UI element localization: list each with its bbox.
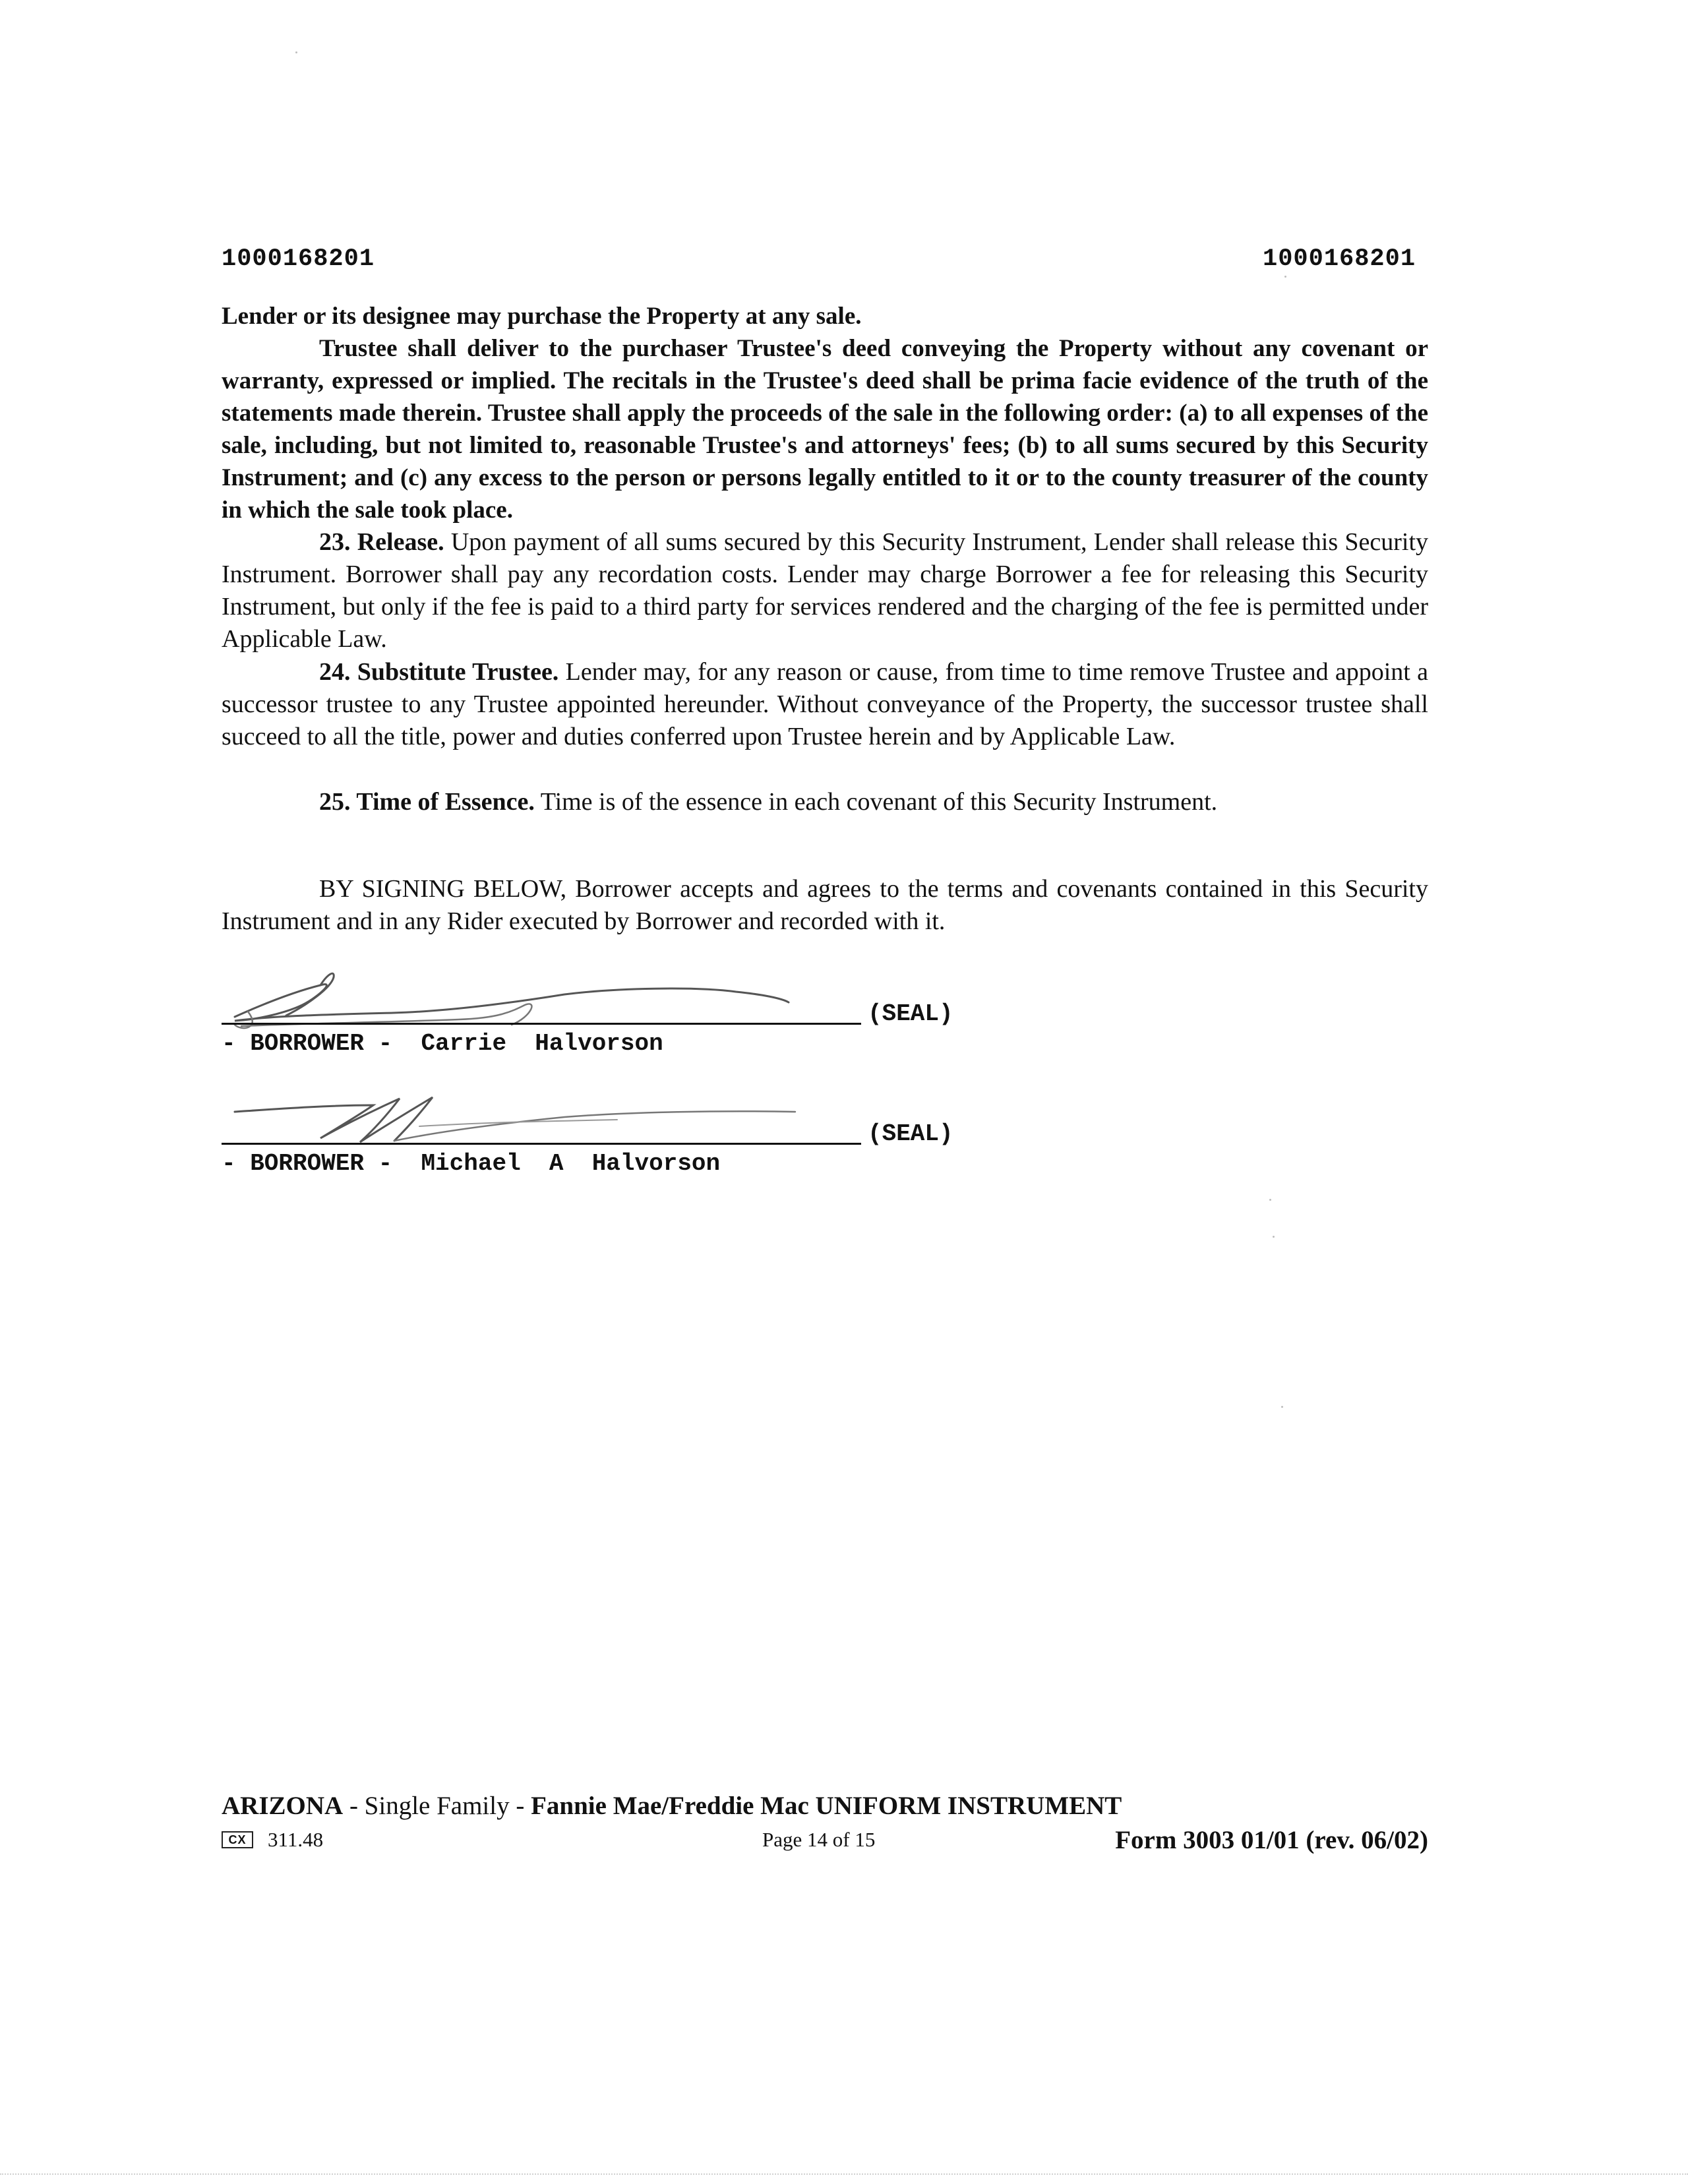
substitute-text: Lender may, for any reason or cause, from time to time remove Trustee and appoint a successor trustee to any Trustee appointed hereunder. Without conveyance of the Property, the successor trustee shall succeed to all the title, power and duties conferred upon Trustee herein and by Applicable Law. (222, 658, 1428, 750)
page-number: Page 14 of 15 (762, 1828, 876, 1851)
scan-speck (1281, 1406, 1283, 1408)
borrower-caption-michael: - BORROWER - Michael A Halvorson (222, 1150, 721, 1177)
seal-label: (SEAL) (868, 1120, 953, 1147)
release-heading: 23. Release. (319, 528, 444, 556)
signature-line (222, 1023, 861, 1025)
footer-family-type: - Single Family - (343, 1792, 531, 1820)
loan-number-right: 1000168201 (1263, 245, 1416, 273)
trustee-deed-paragraph: Trustee shall deliver to the purchaser Trustee's deed conveying the Property without any covenant or warranty, expressed or implied. The recitals in the Trustee's deed shall be prima facie evidence of the truth of the statements made therein. Trustee shall apply the proceeds of the sale in the following order: (a) to all expenses of the sale, including, but not limited to, reasonable Trustee's and attorneys' fees; (b) to all sums secured by this Security Instrument; and (c) any excess to the person or persons legally entitled to it or to the county treasurer of the county in which the sale took place. (222, 335, 1428, 524)
essence-text: Time is of the essence in each covenant of this Security Instrument. (540, 788, 1218, 816)
form-number: Form 3003 01/01 (rev. 06/02) (1115, 1826, 1428, 1854)
footer-state: ARIZONA (222, 1792, 344, 1820)
essence-heading: 25. Time of Essence. (319, 788, 535, 816)
release-paragraph (222, 526, 1428, 655)
signature-block-carrie (222, 972, 960, 1025)
loan-number-left: 1000168201 (222, 245, 375, 273)
footer-code-group (222, 1828, 323, 1852)
substitute-heading: 24. Substitute Trustee. (319, 658, 559, 686)
signature-block-michael (222, 1092, 960, 1145)
scan-speck (1269, 1199, 1271, 1201)
release-text: Upon payment of all sums secured by this Security Instrument, Lender shall release this Security Instrument. Borrower shall pay any recordation costs. Lender may charge Borrower a fee for releasing this Security Instrument, but only if the fee is paid to a third party for services rendered and the charging of the fee is permitted under Applicable Law. (222, 528, 1428, 653)
footer-row (222, 1825, 1428, 1858)
seal-label: (SEAL) (868, 1000, 953, 1027)
borrower-caption-carrie: - BORROWER - Carrie Halvorson (222, 1030, 663, 1057)
handwritten-signature-michael (222, 1085, 868, 1151)
lender-purchase-sentence: Lender or its designee may purchase the Property at any sale. (222, 303, 862, 330)
handwritten-signature-carrie (222, 965, 868, 1031)
substitute-trustee-paragraph (222, 656, 1428, 753)
signing-statement: BY SIGNING BELOW, Borrower accepts and agrees to the terms and covenants contained in this Security Instrument and in any Rider executed by Borrower and recorded with it. (222, 875, 1428, 935)
footer-form-title (222, 1791, 1122, 1821)
footer-code: 311.48 (268, 1828, 324, 1851)
scan-speck (1273, 1236, 1275, 1238)
scan-edge-line (0, 2173, 1688, 2175)
time-of-essence-paragraph (222, 786, 1428, 818)
signature-line (222, 1143, 861, 1145)
footer-instrument: Fannie Mae/Freddie Mac UNIFORM INSTRUMENT (531, 1792, 1122, 1820)
cx-logo-icon: CX (222, 1831, 253, 1848)
scan-speck (1284, 276, 1286, 278)
scan-speck (295, 51, 297, 53)
